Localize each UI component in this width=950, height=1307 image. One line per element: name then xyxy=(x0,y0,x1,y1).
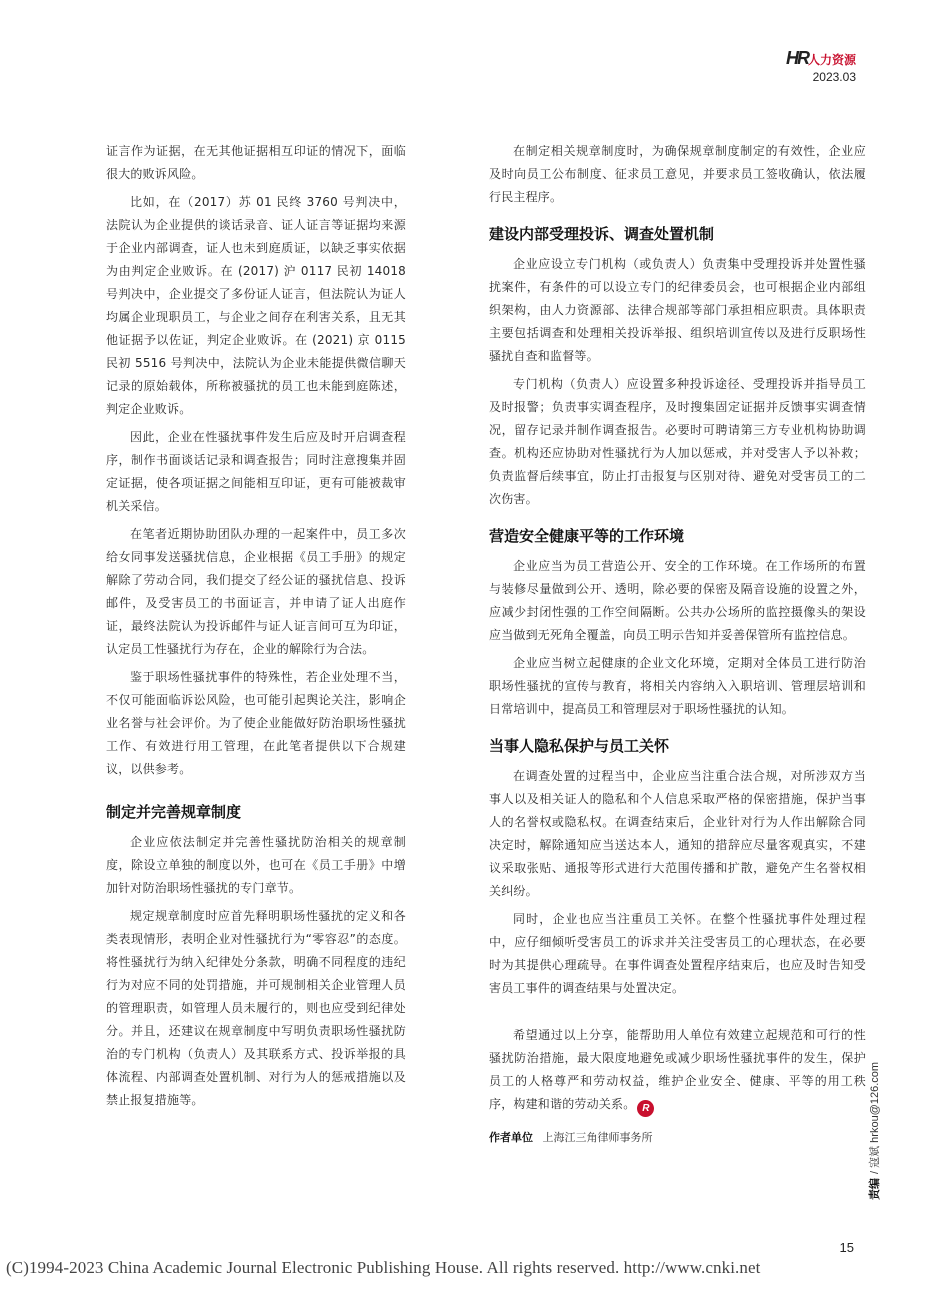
section-heading: 制定并完善规章制度 xyxy=(106,803,242,821)
body-paragraph: 证言作为证据，在无其他证据相互印证的情况下，面临很大的败诉风险。 xyxy=(106,144,406,181)
body-paragraph: 在笔者近期协助团队办理的一起案件中，员工多次给女同事发送骚扰信息，企业根据《员工手册》的规定解除了劳动合同，我们提交了经公证的骚扰信息、投诉邮件，及受害员工的书面证言，并申请了证人出庭作证，最终法院认为投诉邮件与证人证言间可互为印证，认定员工性骚扰行为存在，企业的解除行为合法。 xyxy=(106,527,406,656)
section-heading: 营造安全健康平等的工作环境 xyxy=(489,527,685,545)
logo-cn-text: 人力资源 xyxy=(807,53,856,67)
page-number: 15 xyxy=(839,1240,854,1255)
body-paragraph: 企业应依法制定并完善性骚扰防治相关的规章制度，除设立单独的制度以外，也可在《员工手册》中增加针对防治职场性骚扰的专门章节。 xyxy=(106,835,406,895)
closing-paragraph xyxy=(489,1024,866,1117)
editor-credit xyxy=(866,1060,886,1200)
issue-date: 2023.03 xyxy=(812,70,856,84)
end-mark-icon: R xyxy=(637,1100,654,1117)
copyright-notice: (C)1994-2023 China Academic Journal Electronic Publishing House. All rights reserved. http://www.cnki.net xyxy=(6,1258,761,1277)
body-paragraph: 在制定相关规章制度时，为确保规章制度制定的有效性，企业应及时向员工公布制度、征求员工意见，并要求员工签收确认，依法履行民主程序。 xyxy=(489,144,866,204)
author-value: 上海江三角律师事务所 xyxy=(542,1131,653,1144)
right-column-body xyxy=(489,140,866,1000)
body-paragraph: 企业应当为员工营造公开、安全的工作环境。在工作场所的布置与装修尽量做到公开、透明，除必要的保密及隔音设施的设置之外，应减少封闭性强的工作空间隔断。公共办公场所的监控摄像头的架设应当做到无死角全覆盖，向员工明示告知并妥善保管所有监控信息。 xyxy=(489,559,866,642)
body-paragraph: 规定规章制度时应首先释明职场性骚扰的定义和各类表现情形，表明企业对性骚扰行为“零容忍”的态度。将性骚扰行为纳入纪律处分条款，明确不同程度的违纪行为对应不同的处罚措施，并可规制相关企业管理人员的管理职责，如管理人员未履行的，则也应受到纪律处分。并且，还建议在规章制度中写明负责职场性骚扰防治的专门机构（负责人）及其联系方式、投诉举报的具体流程、内部调查处置机制、对行为人的惩戒措施以及禁止报复措施等。 xyxy=(106,909,406,1107)
left-column xyxy=(106,140,406,1117)
right-column xyxy=(489,140,866,1145)
author-label: 作者单位 xyxy=(489,1131,533,1144)
body-paragraph: 鉴于职场性骚扰事件的特殊性，若企业处理不当，不仅可能面临诉讼风险，也可能引起舆论关注，影响企业名誉与社会评价。为了使企业能做好防治职场性骚扰工作、有效进行用工管理，在此笔者提供以下合规建议，以供参考。 xyxy=(106,670,406,776)
editor-value: / 寇斌 hrkou@126.com xyxy=(869,1061,881,1174)
section-heading: 建设内部受理投诉、调查处置机制 xyxy=(489,225,715,243)
magazine-logo xyxy=(786,50,856,69)
body-paragraph: 因此，企业在性骚扰事件发生后应及时开启调查程序，制作书面谈话记录和调查报告；同时注意搜集并固定证据，使各项证据之间能相互印证，更有可能被裁审机关采信。 xyxy=(106,430,406,513)
author-affiliation xyxy=(489,1129,866,1145)
editor-label: 责编 xyxy=(869,1178,881,1200)
body-paragraph: 比如，在（2017）苏 01 民终 3760 号判决中，法院认为企业提供的谈话录音、证人证言等证据均来源于企业内部调查，证人也未到庭质证，以缺乏事实依据为由判定企业败诉。在 (2017) 沪 0117 民初 14018 号判决中，企业提交了多份证人证言，但法院认为证人均属企业现职员工，与企业之间存在利害关系，且无其他证据予以佐证，判定企业败诉。在 (2021) 京 0115 民初 5516 号判决中，法院认为企业未能提供微信聊天记录的原始载体，所称被骚扰的员工也未能到庭陈述，判定企业败诉。 xyxy=(106,195,406,416)
body-paragraph: 同时，企业也应当注重员工关怀。在整个性骚扰事件处理过程中，应仔细倾听受害员工的诉求并关注受害员工的心理状态，在必要时为其提供心理疏导。在事件调查处置程序结束后，也应及时告知受害员工事件的调查结果与处置决定。 xyxy=(489,912,866,995)
body-paragraph: 企业应设立专门机构（或负责人）负责集中受理投诉并处置性骚扰案件，有条件的可以设立专门的纪律委员会，也可根据企业内部组织架构，由人力资源部、法律合规部等部门承担相应职责。具体职责主要包括调查和处理相关投诉举报、组织培训宣传以及进行反职场性骚扰自查和监督等。 xyxy=(489,257,866,363)
body-paragraph: 在调查处置的过程当中，企业应当注重合法合规，对所涉双方当事人以及相关证人的隐私和个人信息采取严格的保密措施，保护当事人的名誉权或隐私权。在调查结束后，企业针对行为人作出解除合同决定时，解除通知应当送达本人，通知的措辞应尽量客观真实，不建议采取张贴、通报等形式进行大范围传播和扩散，避免产生名誉权相关纠纷。 xyxy=(489,769,866,898)
closing-text: 希望通过以上分享，能帮助用人单位有效建立起规范和可行的性骚扰防治措施，最大限度地避免或减少职场性骚扰事件的发生，保护员工的人格尊严和劳动权益，维护企业安全、健康、平等的用工秩序，构建和谐的劳动关系。 xyxy=(489,1028,866,1111)
body-paragraph: 企业应当树立起健康的企业文化环境，定期对全体员工进行防治职场性骚扰的宣传与教育，将相关内容纳入入职培训、管理层培训和日常培训中，提高员工和管理层对于职场性骚扰的认知。 xyxy=(489,656,866,716)
section-heading: 当事人隐私保护与员工关怀 xyxy=(489,737,670,755)
magazine-header xyxy=(786,50,856,84)
body-paragraph: 专门机构（负责人）应设置多种投诉途径、受理投诉并指导员工及时报警；负责事实调查程序，及时搜集固定证据并反馈事实调查情况，留存记录并制作调查报告。必要时可聘请第三方专业机构协助调查。机构还应协助对性骚扰行为人加以惩戒，并对受害人予以补救；负责监督后续事宜，防止打击报复与区别对待、避免对受害员工的二次伤害。 xyxy=(489,377,866,506)
logo-hr-text: HR xyxy=(785,48,808,68)
